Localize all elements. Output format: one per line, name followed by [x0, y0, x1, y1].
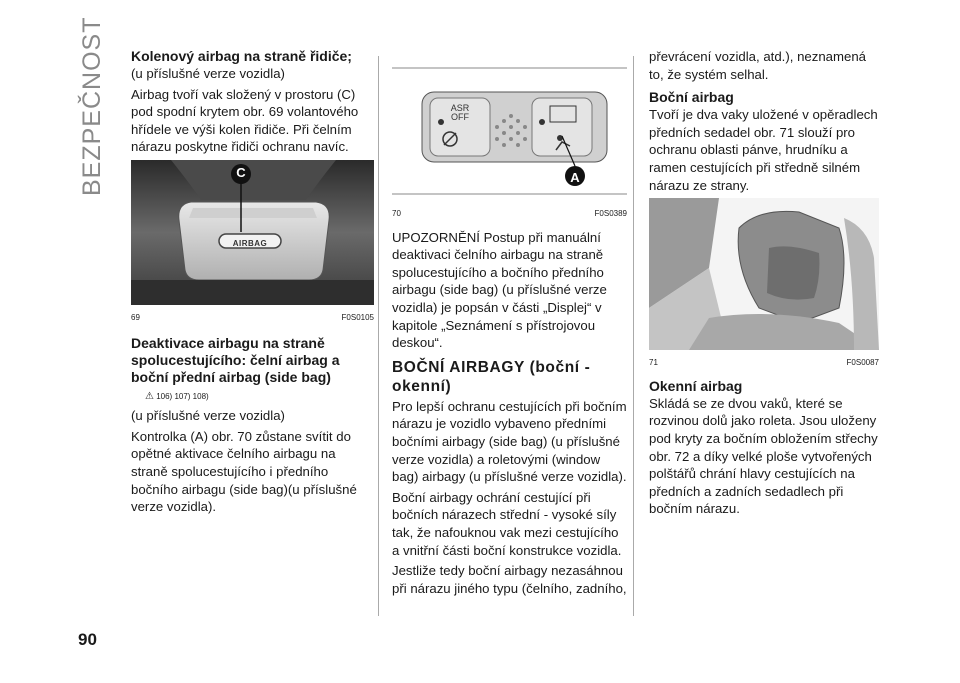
- figure-caption: [649, 358, 879, 368]
- warning-icon: ⚠: [145, 390, 154, 402]
- heading-deactivation: Deaktivace airbagu na straně spolucestujícího: čelní airbag a boční přední airbag (side bag): [131, 334, 340, 385]
- figure-caption: [131, 313, 374, 323]
- version-note: (u příslušné verze vozidla): [131, 408, 285, 424]
- figure-code: F0S0087: [846, 357, 879, 367]
- version-note: (u příslušné verze vozidla): [131, 66, 285, 81]
- paragraph: Kontrolka (A) obr. 70 zůstane svítit do opětné aktivace čelního airbagu na straně spolucestujícího i předního bočního airbagu (side bag)(u příslušné verze vozidla).: [131, 428, 357, 515]
- callout-a: A: [570, 170, 580, 185]
- column-divider: [378, 56, 379, 616]
- paragraph: převrácení vozidla, atd.), neznamená to, že systém selhal.: [649, 49, 866, 82]
- heading-side-airbag: Boční airbag: [649, 89, 734, 106]
- paragraph: Boční airbagy ochrání cestující při bočních nárazech střední - vysoké síly tak, že nafouknou vak mezi cestujícího a vnitřní části boční konstrukce vozidla.: [392, 489, 622, 558]
- reference-numbers: 106) 107) 108): [156, 391, 209, 401]
- heading-side-airbags: BOČNÍ AIRBAGY (boční - okenní): [392, 358, 591, 395]
- paragraph: Airbag tvoří vak složený v prostoru (C) pod spodní krytem obr. 69 volantového hřídele ve výši kolen řidiče. Při čelním nárazu poskytne řidiči ochranu navíc.: [131, 86, 359, 155]
- warning-references: [145, 388, 374, 406]
- asr-off-label: ASR OFF: [450, 103, 470, 122]
- figure-71: [649, 198, 879, 368]
- section-title-vertical: [78, 16, 118, 196]
- paragraph: Skládá se ze dvou vaků, které se rozvinou dolů jako roleta. Jsou uloženy pod kryty za bočním obložením střechy obr. 72 a díky velké ploše vytvořených polštářů chrání hlavy cestujících na předních a zadních sedadlech při bočním nárazu.: [649, 395, 878, 517]
- page-number: 90: [78, 630, 97, 649]
- heading-knee-airbag: Kolenový airbag na straně řidiče;: [131, 48, 352, 64]
- figure-69: [131, 160, 374, 323]
- heading-window-airbag: Okenní airbag: [649, 377, 743, 394]
- paragraph: Pro lepší ochranu cestujících při bočním nárazu je vozidlo vybaveno předními bočními airbagy (side bag) (u příslušné verze vozidla) a roletovými (window bag) airbagy (u příslušné verze vozidla).: [392, 398, 627, 485]
- paragraph: Tvoří je dva vaky uložené v opěradlech předních sedadel obr. 71 slouží pro ochranu oblasti pánve, hrudníku a ramen cestujících při středně silném nárazu ze strany.: [649, 107, 878, 193]
- figure-70: [392, 66, 627, 219]
- column-1: [131, 48, 374, 519]
- column-2: [392, 62, 627, 600]
- figure-number: 71: [649, 357, 658, 367]
- figure-number: 70: [392, 208, 401, 218]
- column-divider: [633, 56, 634, 616]
- knee-airbag-illustration: [131, 160, 374, 305]
- figure-number: 69: [131, 312, 140, 322]
- paragraph: Jestliže tedy boční airbagy nezasáhnou při nárazu jiného typu (čelního, zadního,: [392, 563, 627, 596]
- figure-caption: [392, 209, 627, 219]
- paragraph-warning: UPOZORNĚNÍ Postup při manuální deaktivaci čelního airbagu na straně spolucestujícího a bočního předního airbagu (side bag) (u příslušné verze vozidla) je popsán v části „Displej“ v kapitole „Seznámení s přístrojovou deskou“.: [392, 229, 607, 351]
- airbag-badge: AIRBAG: [232, 238, 268, 248]
- seat-airbag-illustration: [649, 198, 879, 350]
- figure-code: F0S0105: [341, 312, 374, 322]
- figure-code: F0S0389: [594, 208, 627, 218]
- column-3: [649, 48, 879, 521]
- section-title-text: BEZPEČNOST: [78, 16, 106, 196]
- callout-c: C: [236, 164, 246, 180]
- switch-panel-illustration: [392, 66, 627, 201]
